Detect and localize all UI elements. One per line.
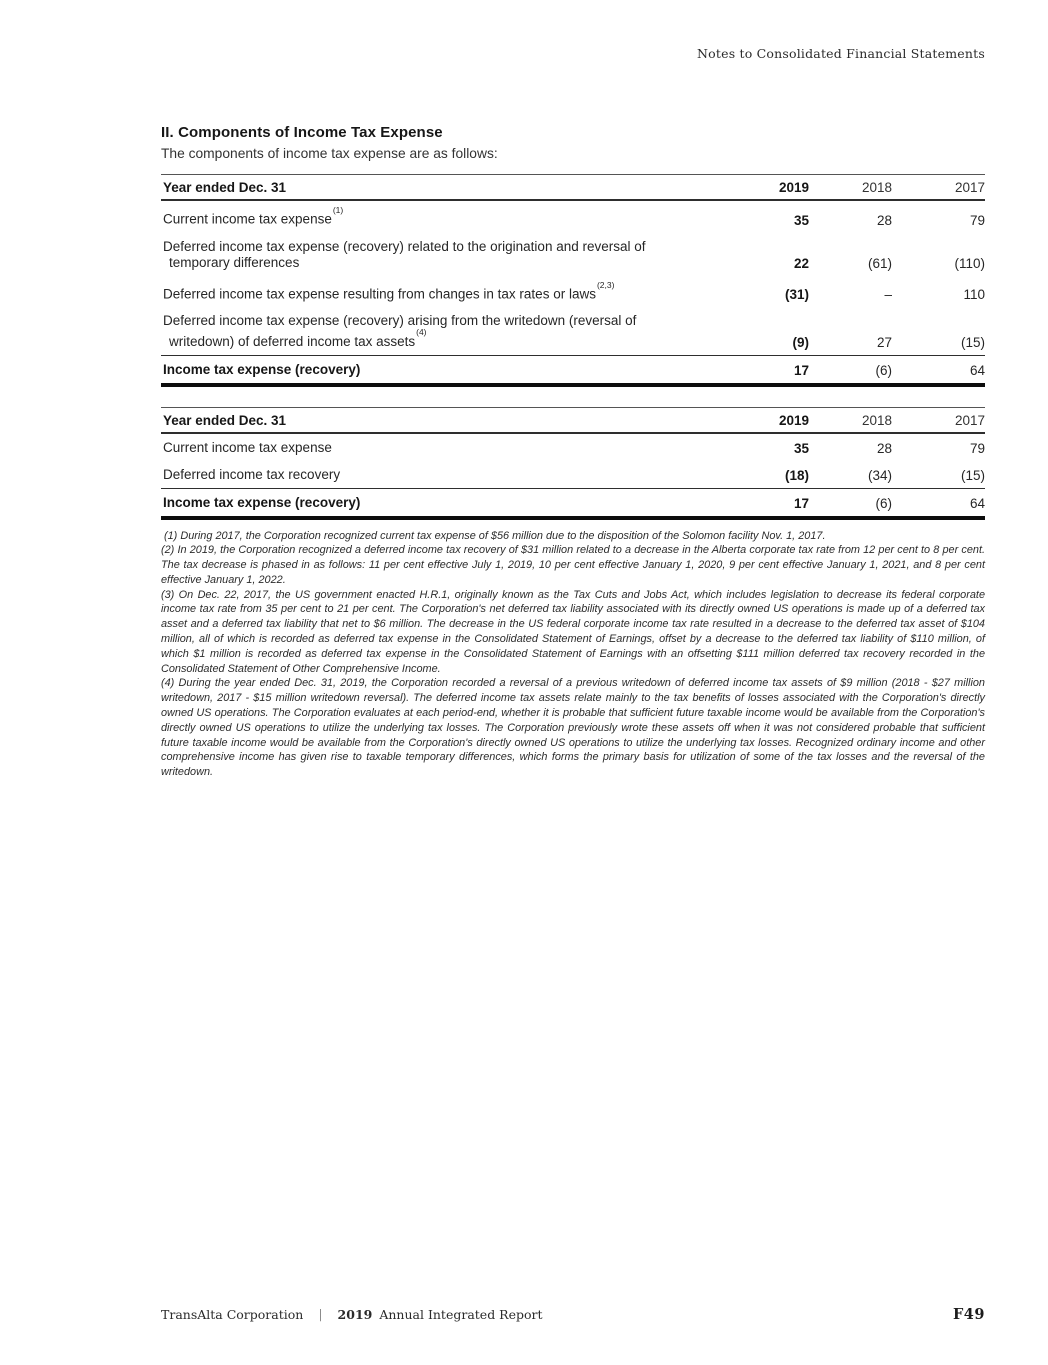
table-row (161, 200, 985, 233)
value-2018: (61) (867, 255, 892, 271)
footer-left (161, 1307, 543, 1322)
table-header-label: Year ended Dec. 31 (161, 175, 724, 201)
row-label: Current income tax expense (163, 439, 332, 455)
value-2017: 64 (892, 355, 985, 385)
running-header: Notes to Consolidated Financial Statements (697, 46, 985, 61)
value-2017: 110 (963, 287, 985, 302)
value-2018: (6) (809, 488, 892, 518)
value-2018: – (884, 287, 892, 302)
row-label: Deferred income tax expense (recovery) arising from the writedown (reversal of writedown) of deferred income tax assets$^{(4)}$ (163, 313, 637, 349)
page-number: F49 (953, 1306, 985, 1323)
year-column-header: 2017 (892, 407, 985, 433)
value-2019: 17 (724, 488, 809, 518)
row-label: Income tax expense (recovery) (161, 355, 724, 385)
row-label: Deferred income tax expense (recovery) related to the origination and reversal of temporary differences (163, 238, 646, 270)
value-2018: (34) (867, 467, 892, 483)
footnote-ref: (2,3) (596, 279, 615, 290)
year-column-header: 2018 (809, 407, 892, 433)
value-2017: (15) (960, 467, 985, 483)
value-2019: (31) (784, 287, 809, 302)
value-2019: 35 (793, 440, 809, 456)
year-column-header: 2019 (724, 407, 809, 433)
table-total-row (161, 355, 985, 385)
value-2018: 28 (876, 440, 892, 456)
footnote-ref: (1) (332, 205, 344, 215)
value-2018: (6) (809, 355, 892, 385)
section-intro: The components of income tax expense are as follows: (161, 146, 498, 161)
row-label: Deferred income tax recovery (163, 466, 341, 482)
section-title: II. Components of Income Tax Expense (161, 124, 443, 141)
value-2019: (9) (792, 334, 809, 350)
table-header-label: Year ended Dec. 31 (161, 407, 724, 433)
page-footer (161, 1306, 985, 1323)
year-column-header: 2018 (809, 175, 892, 201)
value-2017: 64 (892, 488, 985, 518)
year-column-header: 2017 (892, 175, 985, 201)
table-row (161, 233, 985, 276)
footer-separator: | (318, 1306, 323, 1321)
footer-year: 2019 (337, 1307, 373, 1322)
footnote-4: (4) During the year ended Dec. 31, 2019, the Corporation recorded a reversal of a previous writedown of deferred income tax assets of $9 million (2018 - $27 million writedown, 2017 - $15 million writedown reversal). The deferred income tax assets relate mainly to the tax benefits of losses associated with the Corporation's directly owned US operations. The Corporation evaluates at each period-end, whether it is probable that sufficient future taxable income would be available from the Corporation's directly owned US operations to utilize the underlying tax losses. The Corporation previously wrote these assets off when it was not considered probable that sufficient future taxable income would be available from the Corporation's directly owned US operations to utilize the underlying tax losses. Recognized ordinary income and other comprehensive income has given rise to taxable temporary differences, which forms the primary basis for utilization of some of the tax losses and the reversal of the writedown. (161, 677, 985, 779)
table-header-row (161, 407, 985, 433)
footnote-3: (3) On Dec. 22, 2017, the US government enacted H.R.1, originally known as the Tax Cuts and Jobs Act, which includes legislation to decrease its federal corporate income tax rate from 35 per cent to 21 per cent. The Corporation's net deferred tax liability associated with its directly owned US operations is made up of a deferred tax asset and a deferred tax liability that net to $6 million. The decrease in the US federal corporate income tax rate resulted in a decrease to the deferred tax asset of $104 million, all of which is recorded as deferred tax expense in the Consolidated Statement of Earnings, offset by a decrease to the deferred tax liability of $110 million, of which $1 million is recorded as deferred tax expense in the Consolidated Statement of Earnings with an offsetting $111 million deferred tax recovery recorded in the Consolidated Statement of Other Comprehensive Income. (161, 588, 985, 675)
row-label: Current income tax expense$^{(1)}$ (163, 205, 344, 227)
income-tax-summary-table (161, 407, 985, 520)
table-header-row (161, 175, 985, 201)
value-2019: 35 (793, 212, 809, 228)
row-label: Income tax expense (recovery) (161, 488, 724, 518)
table-row (161, 433, 985, 461)
footer-report-title: Annual Integrated Report (379, 1307, 543, 1322)
main-content (161, 124, 985, 780)
footnote-ref: (4) (416, 327, 427, 337)
value-2019: 17 (724, 355, 809, 385)
value-2017: 79 (969, 440, 985, 456)
year-column-header: 2019 (724, 175, 809, 201)
footnotes (161, 529, 985, 781)
value-2018: 27 (876, 334, 892, 350)
footnote-2: (2) In 2019, the Corporation recognized a deferred income tax recovery of $31 million related to a decrease in the Alberta corporate tax rate from 12 per cent to 8 per cent. The tax decrease is phased in as follows: 11 per cent effective July 1, 2019, 10 per cent effective January 1, 2020, 9 per cent effective January 1, 2021, and 8 per cent effective January 1, 2022. (161, 544, 985, 586)
income-tax-components-table (161, 174, 985, 387)
table-total-row (161, 488, 985, 518)
table-row (161, 461, 985, 489)
table-row (161, 307, 985, 355)
value-2017: (110) (954, 255, 985, 271)
value-2019: 22 (793, 255, 809, 271)
row-label: Deferred income tax expense resulting from changes in tax rates or laws$^{(2,3)}$ (163, 279, 615, 301)
value-2017: (15) (960, 334, 985, 350)
table-row (161, 276, 985, 308)
footer-company: TransAlta Corporation (161, 1307, 304, 1322)
value-2017: 79 (969, 212, 985, 228)
value-2018: 28 (876, 212, 892, 228)
footnote-1: (1) During 2017, the Corporation recognized current tax expense of $56 million due to the disposition of the Solomon facility Nov. 1, 2017. (164, 529, 826, 542)
value-2019: (18) (784, 467, 809, 483)
